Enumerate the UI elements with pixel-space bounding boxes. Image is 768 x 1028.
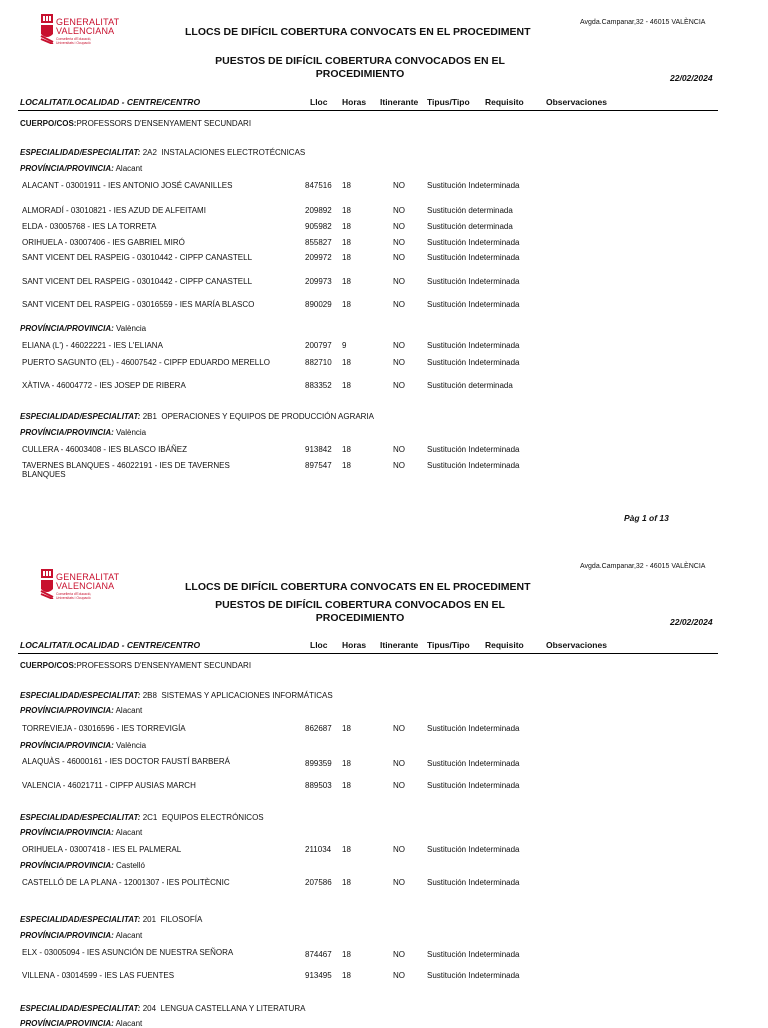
cell-horas: 18 bbox=[342, 724, 351, 733]
cell-lloc: 211034 bbox=[305, 845, 332, 854]
header-lloc: Lloc bbox=[310, 640, 328, 650]
cuerpo-value: PROFESSORS D'ENSENYAMENT SECUNDARI bbox=[76, 119, 252, 128]
cell-itinerante: NO bbox=[393, 238, 405, 247]
cell-locality: CULLERA - 46003408 - IES BLASCO IBÁÑEZ bbox=[22, 445, 187, 454]
cell-lloc: 862687 bbox=[305, 724, 332, 733]
provincia-name: Alacant bbox=[115, 706, 143, 715]
table-row bbox=[0, 461, 768, 481]
cell-itinerante: NO bbox=[393, 341, 405, 350]
provincia-line bbox=[20, 741, 146, 750]
cell-locality: ALMORADÍ - 03010821 - IES AZUD DE ALFEITAMI bbox=[22, 206, 206, 215]
header-observaciones: Observaciones bbox=[546, 97, 607, 107]
cell-lloc: 882710 bbox=[305, 358, 332, 367]
title-spanish-line2: PROCEDIMIENTO bbox=[315, 612, 405, 624]
cell-horas: 18 bbox=[342, 277, 351, 286]
especialidad-line bbox=[20, 915, 202, 924]
cell-locality: ORIHUELA - 03007418 - IES EL PALMERAL bbox=[22, 845, 182, 854]
cell-horas: 18 bbox=[342, 381, 351, 390]
cell-tipo: Sustitución determinada bbox=[427, 381, 513, 390]
cell-lloc: 209892 bbox=[305, 206, 332, 215]
cell-tipo: Sustitución Indeterminada bbox=[427, 341, 520, 350]
cell-locality: SANT VICENT DEL RASPEIG - 03010442 - CIPFP CANASTELL bbox=[22, 253, 253, 262]
especialidad-name: LENGUA CASTELLANA Y LITERATURA bbox=[160, 1004, 306, 1013]
especialidad-label: ESPECIALIDAD/ESPECIALITAT: bbox=[20, 1004, 141, 1013]
provincia-name: Alacant bbox=[115, 828, 143, 837]
cell-itinerante: NO bbox=[393, 381, 405, 390]
cell-horas: 18 bbox=[342, 253, 351, 262]
logo-sub1: Conselleria d'Educació, bbox=[56, 37, 92, 41]
header-tipo: Tipus/Tipo bbox=[427, 640, 470, 650]
cell-itinerante: NO bbox=[393, 445, 405, 454]
generalitat-emblem-icon bbox=[40, 569, 54, 599]
header-lloc: Lloc bbox=[310, 97, 328, 107]
header-locality: LOCALITAT/LOCALIDAD - CENTRE/CENTRO bbox=[20, 640, 201, 650]
cell-locality: SANT VICENT DEL RASPEIG - 03010442 - CIPFP CANASTELL bbox=[22, 277, 253, 286]
cell-itinerante: NO bbox=[393, 206, 405, 215]
cell-horas: 18 bbox=[342, 759, 351, 768]
header-requisito: Requisito bbox=[485, 97, 524, 107]
title-spanish bbox=[200, 55, 520, 81]
especialidad-name: FILOSOFÍA bbox=[160, 915, 203, 924]
cell-itinerante: NO bbox=[393, 181, 405, 190]
cell-horas: 18 bbox=[342, 238, 351, 247]
provincia-name: Alacant bbox=[115, 1019, 143, 1028]
provincia-name: València bbox=[116, 741, 147, 750]
provincia-line bbox=[20, 861, 145, 870]
cell-tipo: Sustitución Indeterminada bbox=[427, 781, 520, 790]
logo-line1: GENERALITAT bbox=[56, 572, 120, 582]
especialidad-label: ESPECIALIDAD/ESPECIALITAT: bbox=[20, 148, 141, 157]
cuerpo-label: CUERPO/COS: bbox=[20, 661, 77, 670]
title-spanish-line1: PUESTOS DE DIFÍCIL COBERTURA CONVOCADOS EN EL bbox=[215, 599, 505, 611]
cell-itinerante: NO bbox=[393, 781, 405, 790]
cell-tipo: Sustitución Indeterminada bbox=[427, 845, 520, 854]
especialidad-code: 204 bbox=[142, 1004, 157, 1013]
cell-lloc: 209972 bbox=[305, 253, 332, 262]
cell-itinerante: NO bbox=[393, 759, 405, 768]
cell-locality: ELIANA (L') - 46022221 - IES L'ELIANA bbox=[22, 341, 163, 350]
especialidad-label: ESPECIALIDAD/ESPECIALITAT: bbox=[20, 915, 141, 924]
cell-horas: 18 bbox=[342, 222, 351, 231]
address: Avgda.Campanar,32 - 46015 VALÈNCIA bbox=[580, 19, 706, 26]
table-row bbox=[0, 781, 768, 801]
table-row bbox=[0, 181, 768, 201]
cell-tipo: Sustitución Indeterminada bbox=[427, 445, 520, 454]
cell-lloc: 200797 bbox=[305, 341, 332, 350]
cell-itinerante: NO bbox=[393, 277, 405, 286]
cell-locality: VALENCIA - 46021711 - CIPFP AUSIAS MARCH bbox=[22, 781, 196, 790]
cell-itinerante: NO bbox=[393, 300, 405, 309]
cell-horas: 18 bbox=[342, 206, 351, 215]
cell-itinerante: NO bbox=[393, 950, 405, 959]
cell-locality: SANT VICENT DEL RASPEIG - 03016559 - IES MARÍA BLASCO bbox=[22, 300, 255, 309]
cell-itinerante: NO bbox=[393, 358, 405, 367]
table-row bbox=[0, 300, 768, 320]
cell-horas: 18 bbox=[342, 878, 351, 887]
title-spanish-line1: PUESTOS DE DIFÍCIL COBERTURA CONVOCADOS EN EL bbox=[215, 55, 505, 67]
cell-tipo: Sustitución Indeterminada bbox=[427, 878, 520, 887]
cell-itinerante: NO bbox=[393, 461, 405, 470]
cell-locality: TORREVIEJA - 03016596 - IES TORREVIGÍA bbox=[22, 724, 186, 733]
provincia-name: Alacant bbox=[115, 164, 143, 173]
cell-locality: VILLENA - 03014599 - IES LAS FUENTES bbox=[22, 971, 175, 980]
header-requisito: Requisito bbox=[485, 640, 524, 650]
table-row bbox=[0, 757, 768, 777]
cell-tipo: Sustitución determinada bbox=[427, 222, 513, 231]
cell-tipo: Sustitución Indeterminada bbox=[427, 277, 520, 286]
cuerpo-value: PROFESSORS D'ENSENYAMENT SECUNDARI bbox=[76, 661, 252, 670]
cell-locality: ORIHUELA - 03007406 - IES GABRIEL MIRÓ bbox=[22, 238, 185, 247]
cell-locality: CASTELLÓ DE LA PLANA - 12001307 - IES POLITÈCNIC bbox=[22, 878, 230, 887]
cell-locality: ALAQUÀS - 46000161 - IES DOCTOR FAUSTÍ BARBERÁ bbox=[22, 757, 230, 766]
provincia-label: PROVÍNCIA/PROVINCIA: bbox=[20, 428, 114, 437]
title-spanish bbox=[200, 599, 520, 625]
table-row bbox=[0, 277, 768, 297]
cell-tipo: Sustitución Indeterminada bbox=[427, 253, 520, 262]
cell-lloc: 855827 bbox=[305, 238, 332, 247]
cell-locality: TAVERNES BLANQUES - 46022191 - IES DE TAVERNES BLANQUES bbox=[22, 461, 230, 479]
especialidad-line bbox=[20, 691, 333, 700]
table-row bbox=[0, 948, 768, 968]
logo-line2: VALENCIANA bbox=[56, 26, 115, 36]
logo-line1: GENERALITAT bbox=[56, 17, 120, 27]
provincia-line bbox=[20, 931, 142, 940]
cell-lloc: 899359 bbox=[305, 759, 332, 768]
provincia-label: PROVÍNCIA/PROVINCIA: bbox=[20, 741, 114, 750]
column-headers bbox=[18, 639, 718, 654]
provincia-name: València bbox=[116, 324, 147, 333]
especialidad-label: ESPECIALIDAD/ESPECIALITAT: bbox=[20, 412, 141, 421]
provincia-label: PROVÍNCIA/PROVINCIA: bbox=[20, 164, 114, 173]
cell-locality: PUERTO SAGUNTO (EL) - 46007542 - CIPFP EDUARDO MERELLO bbox=[22, 358, 270, 367]
especialidad-line bbox=[20, 1004, 305, 1013]
logo-line2: VALENCIANA bbox=[56, 581, 115, 591]
generalitat-logo bbox=[38, 569, 138, 609]
cell-horas: 18 bbox=[342, 181, 351, 190]
table-row bbox=[0, 253, 768, 273]
cell-locality: XÀTIVA - 46004772 - IES JOSEP DE RIBERA bbox=[22, 381, 186, 390]
generalitat-emblem-icon bbox=[40, 14, 54, 44]
cell-horas: 18 bbox=[342, 845, 351, 854]
cell-tipo: Sustitución Indeterminada bbox=[427, 358, 520, 367]
generalitat-logo bbox=[38, 14, 138, 54]
cell-lloc: 897547 bbox=[305, 461, 332, 470]
provincia-label: PROVÍNCIA/PROVINCIA: bbox=[20, 861, 114, 870]
cell-itinerante: NO bbox=[393, 845, 405, 854]
cell-lloc: 874467 bbox=[305, 950, 332, 959]
cell-horas: 18 bbox=[342, 300, 351, 309]
document-date: 22/02/2024 bbox=[670, 617, 713, 627]
provincia-label: PROVÍNCIA/PROVINCIA: bbox=[20, 706, 114, 715]
especialidad-name: SISTEMAS Y APLICACIONES INFORMÁTICAS bbox=[161, 691, 333, 700]
cell-tipo: Sustitución Indeterminada bbox=[427, 724, 520, 733]
cell-lloc: 890029 bbox=[305, 300, 332, 309]
provincia-line bbox=[20, 324, 146, 333]
provincia-line bbox=[20, 164, 142, 173]
especialidad-code: 2A2 bbox=[142, 148, 157, 157]
table-row bbox=[0, 358, 768, 378]
cell-horas: 18 bbox=[342, 781, 351, 790]
cell-itinerante: NO bbox=[393, 253, 405, 262]
cell-tipo: Sustitución Indeterminada bbox=[427, 238, 520, 247]
logo-sub1: Conselleria d'Educació, bbox=[56, 592, 92, 596]
especialidad-label: ESPECIALIDAD/ESPECIALITAT: bbox=[20, 813, 141, 822]
header-observaciones: Observaciones bbox=[546, 640, 607, 650]
cell-tipo: Sustitución Indeterminada bbox=[427, 971, 520, 980]
cell-itinerante: NO bbox=[393, 724, 405, 733]
especialidad-code: 2B8 bbox=[142, 691, 157, 700]
logo-sub2: Universitats i Ocupació bbox=[56, 41, 91, 45]
especialidad-code: 201 bbox=[142, 915, 157, 924]
header-horas: Horas bbox=[342, 640, 367, 650]
cell-horas: 18 bbox=[342, 461, 351, 470]
title-catalan: LLOCS DE DIFÍCIL COBERTURA CONVOCATS EN EL PROCEDIMENT bbox=[185, 581, 531, 593]
cell-horas: 18 bbox=[342, 445, 351, 454]
title-spanish-line2: PROCEDIMIENTO bbox=[315, 68, 405, 80]
cell-tipo: Sustitución Indeterminada bbox=[427, 950, 520, 959]
page-number: Pàg 1 of 13 bbox=[624, 513, 669, 523]
especialidad-line bbox=[20, 813, 264, 822]
cell-tipo: Sustitución Indeterminada bbox=[427, 181, 520, 190]
cell-lloc: 207586 bbox=[305, 878, 332, 887]
cell-lloc: 847516 bbox=[305, 181, 332, 190]
cell-lloc: 905982 bbox=[305, 222, 332, 231]
table-row bbox=[0, 971, 768, 991]
cell-lloc: 209973 bbox=[305, 277, 332, 286]
header-horas: Horas bbox=[342, 97, 367, 107]
table-row bbox=[0, 878, 768, 898]
provincia-line bbox=[20, 706, 142, 715]
document-page-2 bbox=[0, 555, 768, 1028]
cell-lloc: 913495 bbox=[305, 971, 332, 980]
cell-tipo: Sustitución Indeterminada bbox=[427, 300, 520, 309]
logo-sub2: Universitats i Ocupació bbox=[56, 596, 91, 600]
especialidad-name: OPERACIONES Y EQUIPOS DE PRODUCCIÓN AGRARIA bbox=[161, 412, 375, 421]
especialidad-line bbox=[20, 412, 374, 421]
document-date: 22/02/2024 bbox=[670, 73, 713, 83]
especialidad-name: INSTALACIONES ELECTROTÉCNICAS bbox=[161, 148, 306, 157]
provincia-label: PROVÍNCIA/PROVINCIA: bbox=[20, 324, 114, 333]
provincia-name: Castelló bbox=[116, 861, 145, 870]
cell-lloc: 913842 bbox=[305, 445, 332, 454]
cuerpo-line bbox=[20, 661, 251, 670]
especialidad-line bbox=[20, 148, 305, 157]
cell-locality: ELX - 03005094 - IES ASUNCIÓN DE NUESTRA SEÑORA bbox=[22, 948, 234, 957]
cuerpo-label: CUERPO/COS: bbox=[20, 119, 77, 128]
provincia-label: PROVÍNCIA/PROVINCIA: bbox=[20, 931, 114, 940]
header-tipo: Tipus/Tipo bbox=[427, 97, 470, 107]
cell-horas: 9 bbox=[342, 341, 347, 350]
cell-locality: ALACANT - 03001911 - IES ANTONIO JOSÉ CAVANILLES bbox=[22, 181, 233, 190]
cell-lloc: 889503 bbox=[305, 781, 332, 790]
cell-locality: ELDA - 03005768 - IES LA TORRETA bbox=[22, 222, 157, 231]
cell-tipo: Sustitución Indeterminada bbox=[427, 461, 520, 470]
header-itinerante: Itinerante bbox=[380, 640, 419, 650]
provincia-line bbox=[20, 828, 142, 837]
cell-itinerante: NO bbox=[393, 878, 405, 887]
cell-tipo: Sustitución Indeterminada bbox=[427, 759, 520, 768]
cell-itinerante: NO bbox=[393, 222, 405, 231]
cell-tipo: Sustitución determinada bbox=[427, 206, 513, 215]
especialidad-name: EQUIPOS ELECTRÓNICOS bbox=[161, 813, 264, 822]
cell-lloc: 883352 bbox=[305, 381, 332, 390]
especialidad-code: 2B1 bbox=[142, 412, 157, 421]
provincia-name: Alacant bbox=[115, 931, 143, 940]
provincia-name: València bbox=[116, 428, 147, 437]
header-itinerante: Itinerante bbox=[380, 97, 419, 107]
cuerpo-line bbox=[20, 119, 251, 128]
address: Avgda.Campanar,32 - 46015 VALÈNCIA bbox=[580, 563, 706, 570]
cell-horas: 18 bbox=[342, 950, 351, 959]
provincia-label: PROVÍNCIA/PROVINCIA: bbox=[20, 1019, 114, 1028]
cell-horas: 18 bbox=[342, 971, 351, 980]
header-locality: LOCALITAT/LOCALIDAD - CENTRE/CENTRO bbox=[20, 97, 201, 107]
cell-itinerante: NO bbox=[393, 971, 405, 980]
cell-horas: 18 bbox=[342, 358, 351, 367]
table-row bbox=[0, 381, 768, 401]
provincia-label: PROVÍNCIA/PROVINCIA: bbox=[20, 828, 114, 837]
especialidad-code: 2C1 bbox=[142, 813, 158, 822]
provincia-line bbox=[20, 428, 146, 437]
especialidad-label: ESPECIALIDAD/ESPECIALITAT: bbox=[20, 691, 141, 700]
column-headers bbox=[18, 96, 718, 111]
title-catalan: LLOCS DE DIFÍCIL COBERTURA CONVOCATS EN EL PROCEDIMENT bbox=[185, 26, 531, 38]
